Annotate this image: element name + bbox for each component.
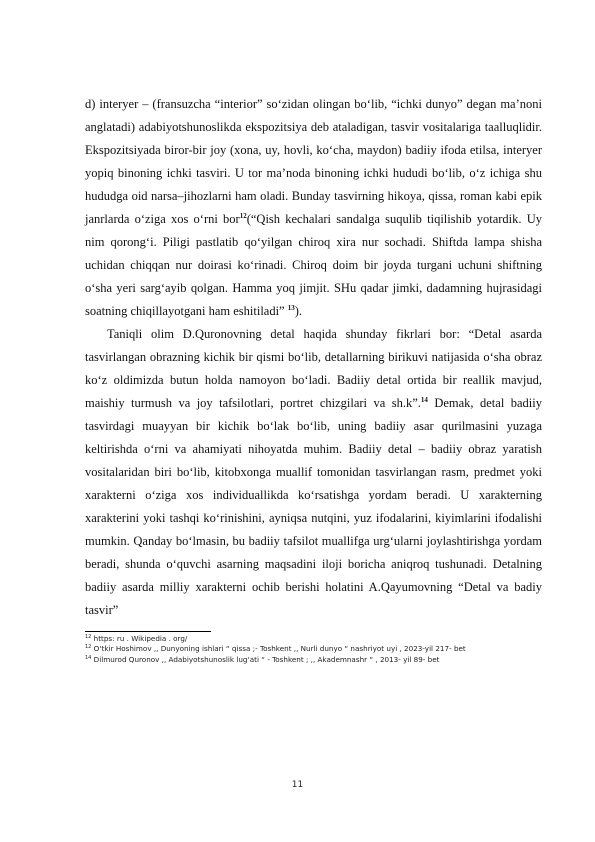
paragraph-detal <box>85 323 542 622</box>
footnote-separator <box>85 631 211 632</box>
paragraph-text: Demak, detal badiiy tasvirdagi muayyan bir kichik bo‘lak bo‘lib, uning badiiy asar qurilmasini yuzaga keltirishda o‘rni va ahamiyati nihoyatda muhim. Badiiy detal – badiiy obraz yaratish vositalaridan biri bo‘lib, kitobxonga muallif tomonidan tasvirlangan rasm, predmet yoki xarakterni o‘ziga xos individuallikda ko‘rsatishga yordam beradi. U xarakterning xarakterini yoki tashqi ko‘rinishini, ayniqsa nutqini, yuz ifodalarini, kiyimlarini ifodalishi mumkin. Qanday bo‘lmasin, bu badiiy tafsilot muallifga urg‘ularni joylashtirishga yordam beradi, shunda o‘quvchi asarning maqsadini iloji boricha aniqroq tushunadi. Detalning badiiy asarda milliy xarakterni ochib berishi holatini A.Qayumovning “Detal va badiy tasvir” <box>85 396 542 617</box>
footnote-text: O‘tkir Hoshimov ,, Dunyoning ishlari “ qissa ;- Toshkent ,, Nurli dunyo “ nashriyot uyi , 2023-yil 217- bet <box>91 644 466 654</box>
footnote-item <box>85 644 545 654</box>
footnote-ref[interactable]: 13 <box>287 304 295 312</box>
paragraph-text: ). <box>294 304 303 318</box>
paragraph-text: d) interyer – (fransuzcha “interior” so‘zidan olingan bo‘lib, “ichki dunyo” degan ma’noni anglatadi) adabiyotshunoslikda ekspozitsiya deb ataladigan, tasvir vositalariga taalluqlidir. Ekspozitsiyada biror-bir joy (xona, uy, hovli, ko‘cha, maydon) badiiy ifoda etilsa, interyer yopiq binoning ichki tasviri. U tor ma’noda binoning ichki hududi bo‘lib, o‘z ichiga shu hududga oid narsa–jihozlarni ham oladi. Bunday tasvirning hikoya, qissa, roman kabi epik janrlarda o‘ziga xos o‘rni bor <box>85 97 542 226</box>
footnote-item <box>85 655 545 665</box>
footnote-text: https: ru . Wikipedia . org/ <box>91 634 188 643</box>
footnote-ref[interactable]: 12 <box>239 212 247 220</box>
page-number: 11 <box>291 780 304 790</box>
footnote-text: Dilmurod Quronov ,, Adabiyotshunoslik lug‘ati “ - Toshkent ; ,, Akademnashr “ , 2013- yil 89- bet <box>91 654 440 664</box>
footnote-item <box>85 634 545 644</box>
page-body <box>85 93 542 622</box>
paragraph-text: Taniqli olim D.Quronovning detal haqida shunday fikrlari bor: “Detal asarda tasvirlangan obrazning kichik bir qismi bo‘lib, detallarning birikuvi natijasida o‘sha obraz ko‘z oldimizda butun holda namoyon bo‘ladi. Badiiy detal ortida bir reallik mavjud, maishiy turmush va joy tafsilotlari, portret chizgilari va sh.k”. <box>85 327 542 410</box>
paragraph-text: (“Qish kechalari sandalga suqulib tiqilishib yotardik. Uy nim qorong‘i. Piligi pastlatib qo‘yilgan chiroq xira nur sochadi. Shiftda lampa shisha uchidan chiqqan nur doirasi ko‘rinadi. Chiroq doim bir joyda turgani uchuni shiftning o‘sha yeri sarg‘ayib qolgan. Hamma yoq jimjit. SHu qadar jimki, dadamning hujrasidagi soatning chiqillayotgani ham eshitiladi” <box>85 212 542 318</box>
footnote-number: 12 <box>85 634 92 640</box>
footnote-number: 12 <box>85 644 92 651</box>
footnote-ref[interactable]: 14 <box>420 396 428 404</box>
footnote-number: 14 <box>85 654 92 661</box>
paragraph-interyer <box>85 93 542 323</box>
footnotes <box>85 634 545 665</box>
